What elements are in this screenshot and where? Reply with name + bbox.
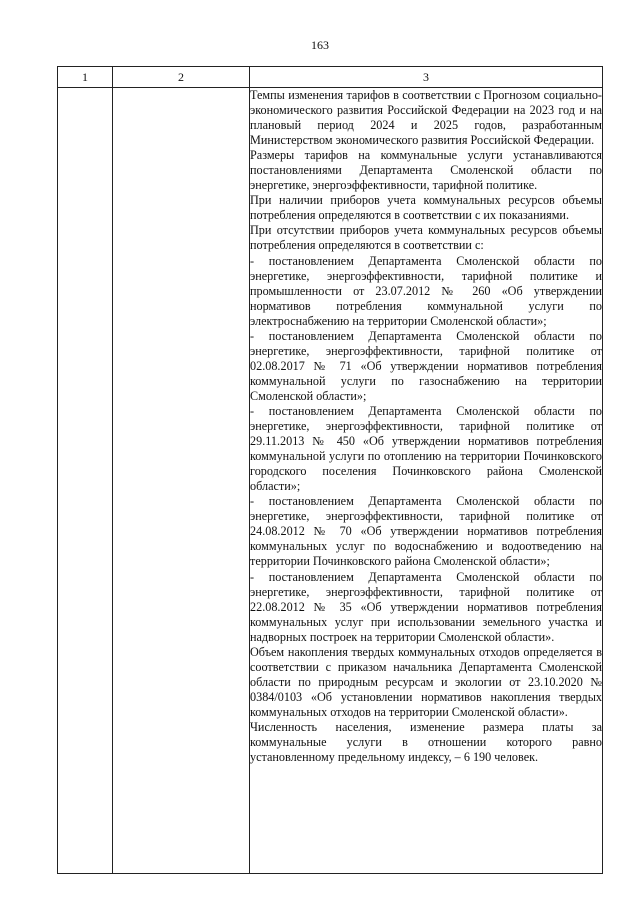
paragraph-tariff-rates: Темпы изменения тарифов в соответствии с Прогнозом социально-экономического развития Российской Федерации на 2023 год и на плановый период 2024 и 2025 годов, разработанным Министерством экономического развития Российской Федерации. bbox=[250, 88, 602, 148]
content-table bbox=[57, 66, 603, 874]
paragraph-population: Численность населения, изменение размера платы за коммунальные услуги в отношении которого равно установленному предельному индексу, – 6 190 человек. bbox=[250, 719, 602, 765]
header-col-3: 3 bbox=[250, 67, 603, 88]
paragraph-tariff-sizes: Размеры тарифов на коммунальные услуги устанавливаются постановлениями Департамента Смоленской области по энергетике, энергоэффективности, тарифной политике. bbox=[250, 148, 602, 193]
paragraph-waste-volume: Объем накопления твердых коммунальных отходов определяется в соответствии с приказом начальника Департамента Смоленской области по природным ресурсам и экологии от 23.10.2020 № 0384/0103 «Об установлении нормативов накопления твердых коммунальных отходов на территории Смоленской области». bbox=[250, 644, 602, 719]
paragraph-gas-decree: - постановлением Департамента Смоленской области по энергетике, энергоэффективности, тарифной политике от 02.08.2017 № 71 «Об утверждении нормативов потребления коммунальной услуги по газоснабжению на территории Смоленской области»; bbox=[250, 328, 602, 403]
paragraph-with-meters: При наличии приборов учета коммунальных ресурсов объемы потребления определяются в соответствии с их показаниями. bbox=[250, 193, 602, 223]
table-header-row bbox=[58, 67, 603, 88]
paragraph-without-meters: При отсутствии приборов учета коммунальных ресурсов объемы потребления определяются в соответствии с: bbox=[250, 223, 602, 253]
paragraph-heating-decree: - постановлением Департамента Смоленской области по энергетике, энергоэффективности, тарифной политике от 29.11.2013 № 450 «Об утверждении нормативов потребления коммунальной услуги по отоплению на территории Починковского городского поселения Починковского района Смоленской области»; bbox=[250, 403, 602, 494]
paragraph-land-decree: - постановлением Департамента Смоленской области по энергетике, энергоэффективности, тарифной политике от 22.08.2012 № 35 «Об утверждении нормативов потребления коммунальных услуг при использовании земельного участка и надворных построек на территории Смоленской области». bbox=[250, 569, 602, 644]
paragraph-electricity-decree: - постановлением Департамента Смоленской области по энергетике, энергоэффективности, тарифной политике и промышленности от 23.07.2012 № 260 «Об утверждении нормативов потребления коммунальной услуги по электроснабжению на территории Смоленской области»; bbox=[250, 253, 602, 328]
header-col-1: 1 bbox=[58, 67, 113, 88]
page-number: 163 bbox=[311, 38, 329, 52]
table-row bbox=[58, 88, 603, 874]
paragraph-water-decree: - постановлением Департамента Смоленской области по энергетике, энергоэффективности, тарифной политике от 24.08.2012 № 70 «Об утверждении нормативов потребления коммунальных услуг по водоснабжению и водоотведению на территории Починковского района Смоленской области»; bbox=[250, 494, 602, 569]
cell-col-2 bbox=[113, 88, 250, 874]
cell-col-3 bbox=[250, 88, 603, 874]
header-col-2: 2 bbox=[113, 67, 250, 88]
cell-col-1 bbox=[58, 88, 113, 874]
